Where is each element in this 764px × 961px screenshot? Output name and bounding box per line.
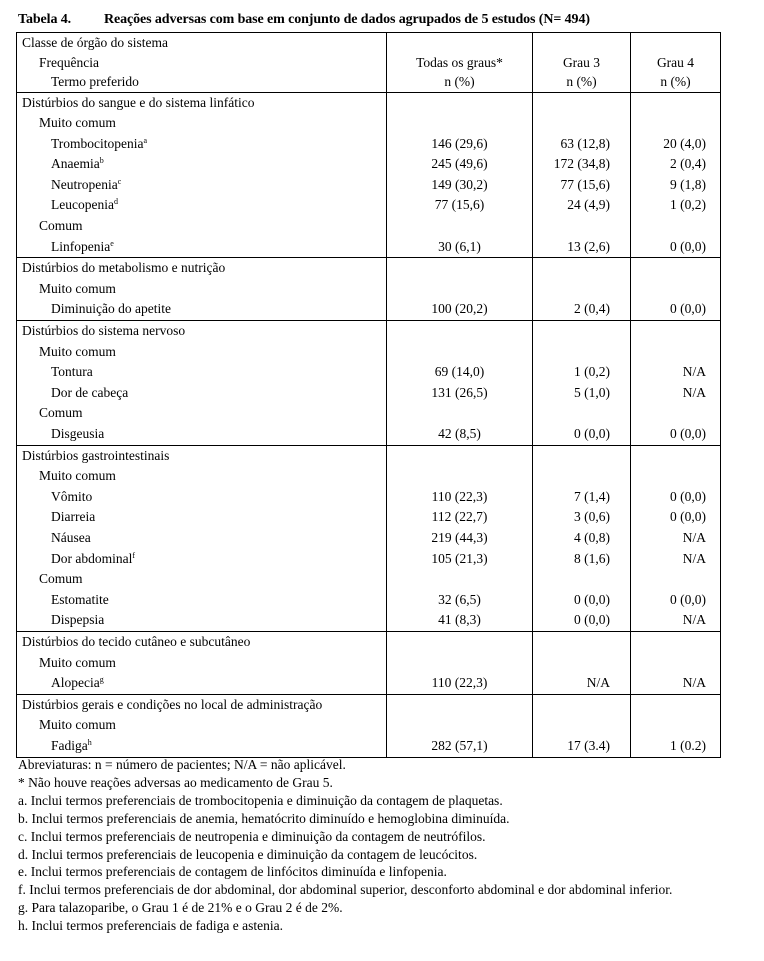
value-grade4: 0 (0,0) bbox=[670, 591, 706, 607]
value-all-grades: 105 (21,3) bbox=[431, 550, 488, 566]
term-label bbox=[17, 736, 386, 757]
value-all-grades: 42 (8,5) bbox=[438, 426, 481, 441]
term-label bbox=[17, 590, 386, 611]
section-grade4-cell bbox=[631, 258, 721, 321]
term-label bbox=[17, 507, 386, 528]
value-grade3: 0 (0,0) bbox=[574, 612, 610, 628]
term-text: Vômito bbox=[51, 488, 93, 504]
value-grade3: N/A bbox=[586, 675, 610, 691]
term-text: Estomatite bbox=[51, 591, 109, 607]
term-label bbox=[17, 299, 386, 320]
footnote-marker: a bbox=[143, 135, 148, 145]
value-grade4: 0 (0,0) bbox=[670, 509, 706, 525]
value-grade4: 0 (0,0) bbox=[670, 301, 706, 317]
term-text: Alopecia bbox=[51, 675, 100, 691]
footnote-line: g. Para talazoparibe, o Grau 1 é de 21% e o Grau 2 é de 2%. bbox=[18, 900, 343, 916]
value-all-grades: 245 (49,6) bbox=[431, 156, 488, 172]
section-grade4-cell bbox=[631, 631, 721, 694]
frequency-label: Muito comum bbox=[39, 468, 116, 484]
section-row bbox=[17, 694, 721, 757]
footnote-marker: f bbox=[132, 550, 136, 560]
value-all-grades: 112 (22,7) bbox=[431, 509, 488, 525]
term-text: Disgeusia bbox=[51, 426, 105, 441]
term-label bbox=[17, 175, 386, 196]
category-name: Distúrbios do sistema nervoso bbox=[22, 323, 186, 339]
value-all-grades: 282 (57,1) bbox=[431, 737, 488, 753]
term-text: Náusea bbox=[51, 529, 91, 545]
term-text: Dor de cabeça bbox=[51, 384, 129, 400]
section-all-grades-cell bbox=[387, 694, 533, 757]
adverse-reactions-table bbox=[16, 32, 721, 758]
term-text: Neutropenia bbox=[51, 176, 118, 192]
footnote-line: e. Inclui termos preferenciais de contagem de linfócitos diminuída e linfopenia. bbox=[18, 864, 447, 880]
footnote-marker: h bbox=[87, 737, 92, 747]
footnote-line: f. Inclui termos preferenciais de dor abdominal, dor abdominal superior, desconforto abdominal e dor abdominal inferior. bbox=[18, 882, 673, 898]
section-grade3-cell bbox=[533, 445, 631, 631]
section-terms-cell bbox=[17, 694, 387, 757]
term-label bbox=[17, 383, 386, 404]
frequency-label: Muito comum bbox=[39, 115, 116, 131]
section-row bbox=[17, 631, 721, 694]
section-row bbox=[17, 258, 721, 321]
value-all-grades: 219 (44,3) bbox=[431, 529, 488, 545]
header-grade4: Grau 4 n (%) bbox=[631, 33, 721, 93]
section-all-grades-cell bbox=[387, 631, 533, 694]
section-grade4-cell bbox=[631, 92, 721, 258]
value-all-grades: 30 (6,1) bbox=[438, 238, 481, 254]
value-grade4: N/A bbox=[682, 364, 706, 380]
value-all-grades: 110 (22,3) bbox=[431, 675, 488, 691]
value-all-grades: 110 (22,3) bbox=[431, 488, 488, 504]
term-label bbox=[17, 549, 386, 570]
value-grade3: 7 (1,4) bbox=[574, 488, 610, 504]
value-grade3: 77 (15,6) bbox=[560, 176, 610, 192]
section-all-grades-cell bbox=[387, 258, 533, 321]
value-grade3: 5 (1,0) bbox=[574, 384, 610, 400]
section-all-grades-cell bbox=[387, 445, 533, 631]
section-terms-cell bbox=[17, 631, 387, 694]
term-label bbox=[17, 610, 386, 631]
footnote-marker: b bbox=[99, 156, 104, 166]
value-grade3: 3 (0,6) bbox=[574, 509, 610, 525]
term-label bbox=[17, 154, 386, 175]
value-grade4: N/A bbox=[682, 612, 706, 628]
value-grade4: N/A bbox=[682, 550, 706, 566]
section-terms-cell bbox=[17, 445, 387, 631]
category-name: Distúrbios do sangue e do sistema linfático bbox=[22, 94, 255, 110]
value-all-grades: 77 (15,6) bbox=[434, 197, 485, 213]
section-all-grades-cell bbox=[387, 321, 533, 446]
section-grade3-cell bbox=[533, 258, 631, 321]
section-grade4-cell bbox=[631, 694, 721, 757]
term-text: Leucopenia bbox=[51, 197, 114, 213]
frequency-label: Comum bbox=[39, 571, 83, 587]
value-grade3: 13 (2,6) bbox=[567, 238, 610, 254]
value-grade4: N/A bbox=[682, 675, 706, 691]
table-title bbox=[18, 12, 590, 28]
category-name: Distúrbios do tecido cutâneo e subcutâneo bbox=[22, 633, 251, 649]
section-grade4-cell bbox=[631, 321, 721, 446]
value-grade4: 1 (0,2) bbox=[670, 197, 706, 213]
value-all-grades: 149 (30,2) bbox=[431, 176, 488, 192]
value-grade4: 0 (0,0) bbox=[670, 426, 706, 441]
value-grade3: 2 (0,4) bbox=[574, 301, 610, 317]
footnote-line: b. Inclui termos preferenciais de anemia, hematócrito diminuído e hemoglobina diminuída. bbox=[18, 810, 510, 826]
table-number: Tabela 4. bbox=[18, 12, 72, 27]
section-terms-cell bbox=[17, 321, 387, 446]
frequency-label: Comum bbox=[39, 405, 83, 421]
footnote-line: d. Inclui termos preferenciais de leucopenia e diminuição da contagem de leucócitos. bbox=[18, 846, 478, 862]
frequency-label: Muito comum bbox=[39, 343, 116, 359]
value-grade3: 0 (0,0) bbox=[574, 591, 610, 607]
category-name: Distúrbios do metabolismo e nutrição bbox=[22, 260, 226, 276]
section-all-grades-cell bbox=[387, 92, 533, 258]
header-row bbox=[17, 33, 721, 93]
section-grade3-cell bbox=[533, 92, 631, 258]
value-grade4: N/A bbox=[682, 384, 706, 400]
term-text: Linfopenia bbox=[51, 238, 111, 254]
value-grade3: 8 (1,6) bbox=[574, 550, 610, 566]
term-text: Dor abdominal bbox=[51, 550, 133, 566]
term-label bbox=[17, 362, 386, 383]
term-label bbox=[17, 237, 386, 258]
frequency-label: Muito comum bbox=[39, 280, 116, 296]
frequency-label: Muito comum bbox=[39, 654, 116, 670]
term-text: Diminuição do apetite bbox=[51, 301, 171, 317]
frequency-label: Muito comum bbox=[39, 717, 116, 733]
value-grade4: 1 (0.2) bbox=[670, 737, 706, 753]
term-label bbox=[17, 134, 386, 155]
category-name: Distúrbios gerais e condições no local de administração bbox=[22, 696, 323, 712]
header-all-grades: Todas os graus* n (%) bbox=[387, 33, 533, 93]
term-label bbox=[17, 487, 386, 508]
term-text: Tontura bbox=[51, 364, 93, 380]
footnote-line: a. Inclui termos preferenciais de trombocitopenia e diminuição da contagem de plaquetas. bbox=[18, 792, 503, 808]
footnote-line: c. Inclui termos preferenciais de neutropenia e diminuição da contagem de neutrófilos. bbox=[18, 828, 486, 844]
footnote-marker: c bbox=[117, 176, 122, 186]
term-text: Anaemia bbox=[51, 156, 100, 172]
term-text: Dispepsia bbox=[51, 612, 105, 628]
value-all-grades: 100 (20,2) bbox=[431, 301, 488, 317]
value-grade3: 0 (0,0) bbox=[574, 426, 610, 441]
value-grade3: 172 (34,8) bbox=[553, 156, 610, 172]
term-label bbox=[17, 528, 386, 549]
value-grade4: 2 (0,4) bbox=[670, 156, 706, 172]
footnotes bbox=[18, 756, 758, 935]
section-grade3-cell bbox=[533, 321, 631, 446]
header-col1: Classe de órgão do sistema Frequência Termo preferido bbox=[17, 33, 387, 93]
footnote-line: * Não houve reações adversas ao medicamento de Grau 5. bbox=[18, 774, 333, 790]
section-terms-cell bbox=[17, 92, 387, 258]
section-row bbox=[17, 321, 721, 446]
value-grade3: 24 (4,9) bbox=[567, 197, 610, 213]
value-all-grades: 131 (26,5) bbox=[431, 384, 488, 400]
value-grade4: 20 (4,0) bbox=[663, 135, 706, 151]
section-grade3-cell bbox=[533, 631, 631, 694]
value-all-grades: 69 (14,0) bbox=[434, 364, 485, 380]
value-all-grades: 32 (6,5) bbox=[438, 591, 481, 607]
term-label bbox=[17, 673, 386, 694]
value-grade4: 9 (1,8) bbox=[670, 176, 706, 192]
value-grade3: 63 (12,8) bbox=[560, 135, 610, 151]
frequency-label: Comum bbox=[39, 218, 83, 234]
table-caption: Reações adversas com base em conjunto de dados agrupados de 5 estudos (N= 494) bbox=[104, 12, 590, 27]
term-text: Trombocitopenia bbox=[51, 135, 144, 151]
category-name: Distúrbios gastrointestinais bbox=[22, 447, 170, 463]
term-label bbox=[17, 424, 386, 445]
term-text: Diarreia bbox=[51, 509, 96, 525]
section-terms-cell bbox=[17, 258, 387, 321]
footnote-marker: e bbox=[110, 238, 114, 248]
value-all-grades: 41 (8,3) bbox=[438, 612, 481, 628]
footnote-line: h. Inclui termos preferenciais de fadiga e astenia. bbox=[18, 918, 284, 934]
value-grade3: 17 (3.4) bbox=[567, 737, 610, 753]
value-grade4: N/A bbox=[682, 529, 706, 545]
footnote-marker: g bbox=[99, 675, 104, 685]
term-text: Fadiga bbox=[51, 737, 88, 753]
value-grade3: 1 (0,2) bbox=[574, 364, 610, 380]
section-grade3-cell bbox=[533, 694, 631, 757]
value-grade3: 4 (0,8) bbox=[574, 529, 610, 545]
header-grade3: Grau 3 n (%) bbox=[533, 33, 631, 93]
section-grade4-cell bbox=[631, 445, 721, 631]
section-row bbox=[17, 92, 721, 258]
term-label bbox=[17, 195, 386, 216]
value-all-grades: 146 (29,6) bbox=[431, 135, 488, 151]
section-row bbox=[17, 445, 721, 631]
value-grade4: 0 (0,0) bbox=[670, 238, 706, 254]
footnote-line: Abreviaturas: n = número de pacientes; N/A = não aplicável. bbox=[18, 757, 346, 772]
value-grade4: 0 (0,0) bbox=[670, 488, 706, 504]
footnote-marker: d bbox=[113, 197, 118, 207]
